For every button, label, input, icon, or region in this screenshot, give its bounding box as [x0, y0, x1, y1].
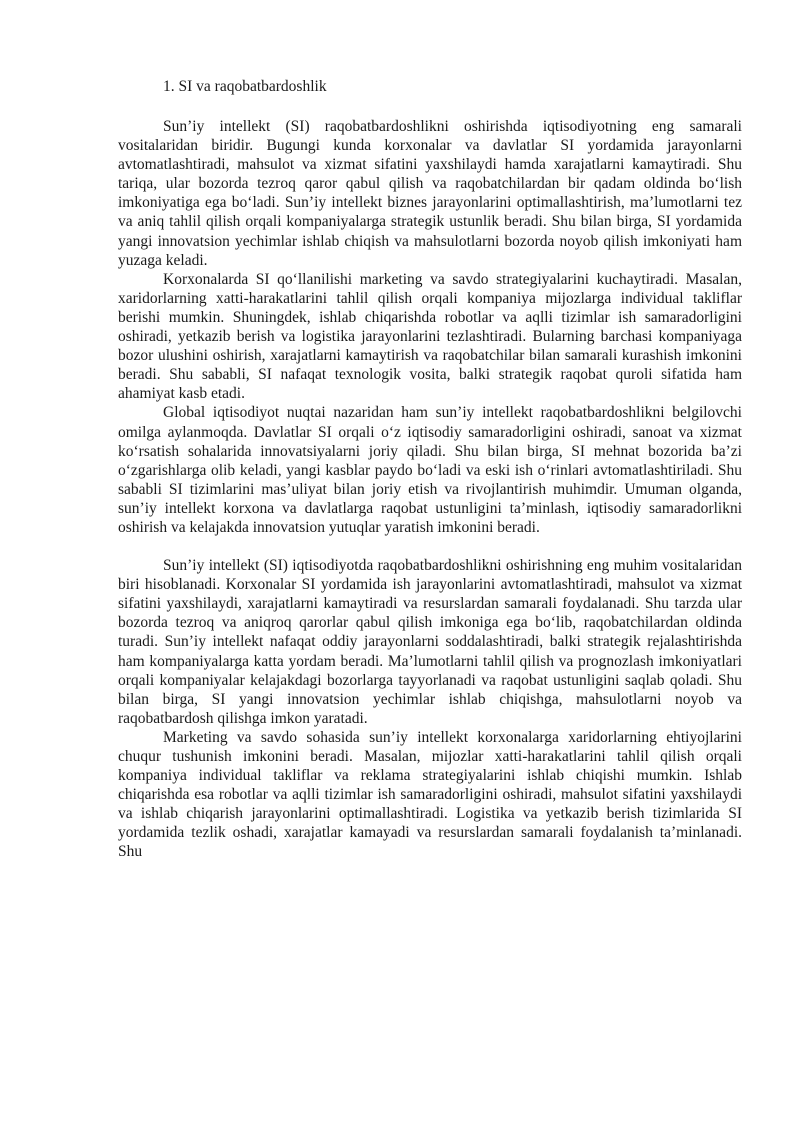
body-paragraph: Global iqtisodiyot nuqtai nazaridan ham sun’iy intellekt raqobatbardoshlikni belgilovchi omilga aylanmoqda. Davlatlar SI orqali o‘z iqtisodiy samaradorligini oshiradi, sanoat va xizmat ko‘rsatish sohalarida innovatsiyalarni joriy qiladi. Shu bilan birga, SI mehnat bozorida ba’zi o‘zgarishlarga olib keladi, yangi kasblar paydo bo‘ladi va eski ish o‘rinlari avtomatlashtiriladi. Shu sababli SI tizimlarini mas’uliyat bilan joriy etish va rivojlantirish muhimdir. Umuman olganda, sun’iy intellekt korxona va davlatlarga raqobat ustunligini ta’minlash, iqtisodiy samaradorlikni oshirish va kelajakda innovatsion yutuqlar yaratish imkonini beradi.	[118, 404, 742, 536]
body-paragraph: Sun’iy intellekt (SI) iqtisodiyotda raqobatbardoshlikni oshirishning eng muhim vositalaridan biri hisoblanadi. Korxonalar SI yordamida ish jarayonlarini avtomatlashtiradi, mahsulot va xizmat sifatini yaxshilaydi, xarajatlarni kamaytiradi va resurslardan samarali foydalanadi. Shu tarzda ular bozorda tezroq va aniqroq qarorlar qabul qilish imkoniga ega bo‘lib, raqobatchilardan oldinda turadi. Sun’iy intellekt nafaqat oddiy jarayonlarni soddalashtiradi, balki strategik rejalashtirishda ham kompaniyalarga katta yordam beradi. Ma’lumotlarni tahlil qilish va prognozlash imkoniyatlari orqali kompaniyalar kelajakdagi bozorlarga tayyorlanadi va raqobat ustunligini saqlab qoladi. Shu bilan birga, SI yangi innovatsion yechimlar ishlab chiqishga, mahsulotlarni noyob va raqobatbardosh qilishga imkon yaratadi.	[118, 557, 742, 727]
paragraph-gap	[118, 537, 742, 556]
document-page	[118, 76, 742, 862]
section-heading: 1. SI va raqobatbardoshlik	[163, 78, 327, 95]
body-paragraph: Korxonalarda SI qo‘llanilishi marketing va savdo strategiyalarini kuchaytiradi. Masalan, xaridorlarning xatti-harakatlarini tahlil qilish orqali kompaniya mijozlarga individual takliflar berishi mumkin. Shuningdek, ishlab chiqarishda robotlar va aqlli tizimlar ish samaradorligini oshiradi, yetkazib berish va logistika jarayonlarini tezlashtiradi. Bularning barchasi kompaniyaga bozor ulushini oshirish, xarajatlarni kamaytirish va raqobatchilar bilan samarali kurashish imkonini beradi. Shu sababli, SI nafaqat texnologik vosita, balki strategik raqobat quroli sifatida ham ahamiyat kasb etadi.	[118, 270, 742, 403]
body-paragraph: Marketing va savdo sohasida sun’iy intellekt korxonalarga xaridorlarning ehtiyojlarini chuqur tushunish imkonini beradi. Masalan, mijozlar xatti-harakatlarini tahlil qilish orqali kompaniya individual takliflar va reklama strategiyalarini ishlab chiqishi mumkin. Ishlab chiqarishda esa robotlar va aqlli tizimlar ish samaradorligini oshiradi, mahsulot sifatini yaxshilaydi va ishlab chiqarish jarayonlarini optimallashtiradi. Logistika va yetkazib berish tizimlarida SI yordamida tezlik oshadi, xarajatlar kamayadi va resurslardan samarali foydalanish ta’minlanadi. Shu	[118, 728, 742, 861]
body-paragraph: Sun’iy intellekt (SI) raqobatbardoshlikni oshirishda iqtisodiyotning eng samarali vositalaridan biridir. Bugungi kunda korxonalar va davlatlar SI yordamida jarayonlarni avtomatlashtiradi, mahsulot va xizmat sifatini yaxshilaydi hamda xarajatlarni kamaytiradi. Shu tariqa, ular bozorda tezroq qaror qabul qilish va raqobatchilardan bir qadam oldinda bo‘lish imkoniyatiga ega bo‘ladi. Sun’iy intellekt biznes jarayonlarini optimallashtirish, ma’lumotlarni tez va aniq tahlil qilish orqali kompaniyalarga strategik ustunlik beradi. Shu bilan birga, SI yordamida yangi innovatsion yechimlar ishlab chiqish va mahsulotlarni bozorda noyob qilish imkoniyati ham yuzaga keladi.	[118, 118, 742, 269]
